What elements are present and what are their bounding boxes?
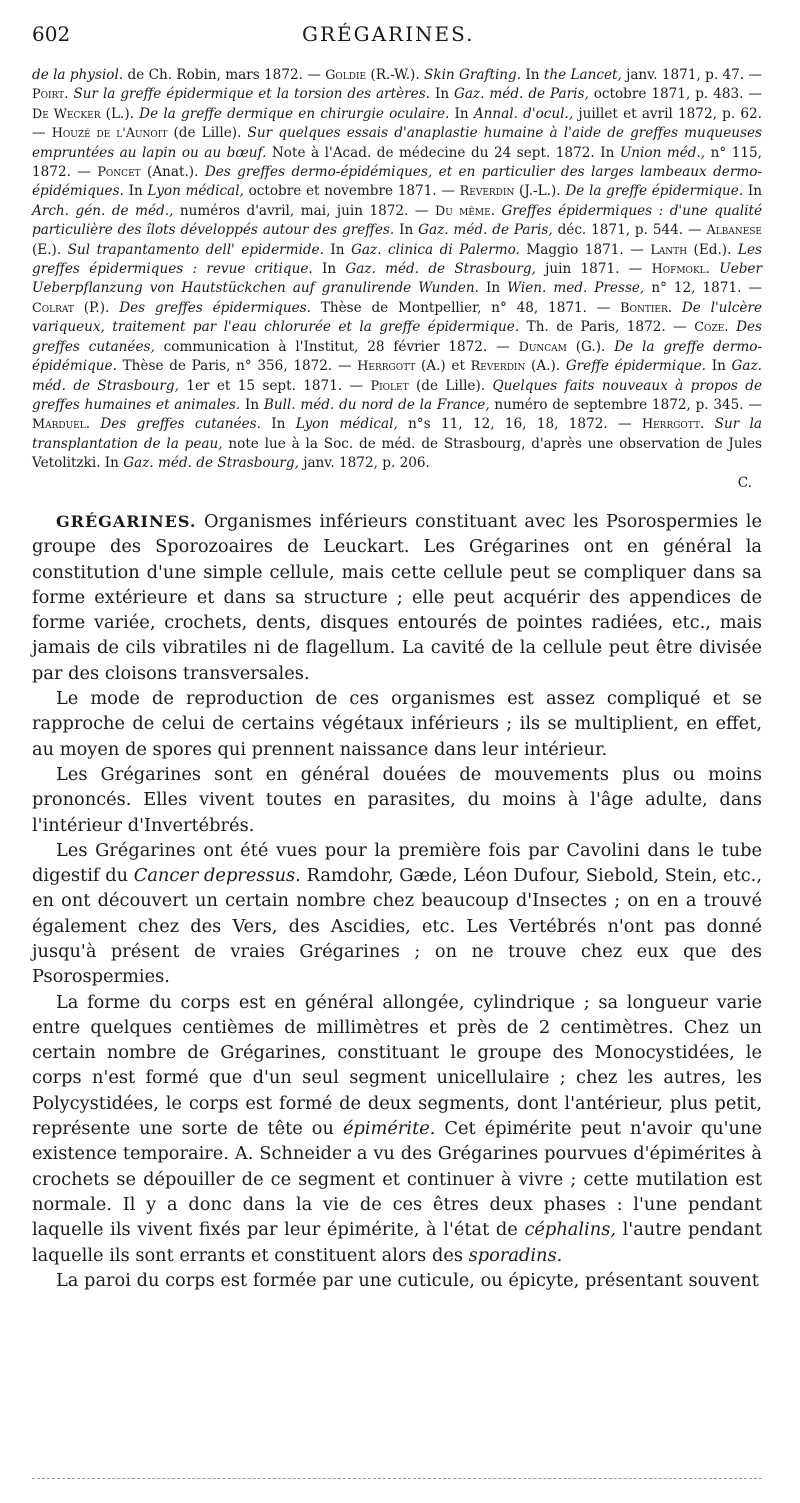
author-signature: C. <box>737 474 752 491</box>
italic-text: de la physiol. <box>32 67 124 83</box>
text-run: . <box>699 416 715 433</box>
text-run: . <box>705 261 720 278</box>
italic-text: Skin Grafting. <box>424 67 522 83</box>
text-run: Cet épimérite peut n'avoir qu'une existence temporaire. A. Schneider a vu des Grégarines pourvues d'épimérites à crochets se dépouiller de ce segment et continuer à vivre ; cette mutilation est normale. Il y a donc dans la vie de ces êtres deux phases : l'une pendant laquelle ils vivent fixés par leur épimérite, à l'état de <box>32 1118 762 1241</box>
italic-text: Union méd., <box>619 144 706 161</box>
text-run: In <box>260 416 296 433</box>
text-run: de Ch. Robin, mars 1872. — <box>123 67 326 83</box>
text-run: Le mode de reproduction de ces organismes est assez compliqué et se rapproche de celui de certains végétaux inférieurs ; ils se multiplient, en effet, au moyen de spores qui prennent naissance dans leur intérieur. <box>32 688 762 760</box>
text-run: numéro de septembre 1872, p. 345. — <box>489 396 762 413</box>
italic-text: Wien. med. Presse, <box>507 280 645 297</box>
author-name: Coze <box>694 320 725 336</box>
author-name: Albanese <box>706 223 762 239</box>
author-name: Houzé de l'Aunoit <box>51 126 168 142</box>
paragraph <box>32 1268 762 1293</box>
text-run: Th. de Paris, 1872. — <box>519 319 695 336</box>
text-run: In <box>521 67 544 83</box>
bibliography-block <box>32 66 762 493</box>
author-name: Colrat <box>32 300 74 316</box>
italic-text: De l'ulcère variqueux, traitement par l'eau chlorurée et la greffe épidermique. <box>32 299 762 336</box>
text-run: juillet et avril 1872, p. 62. — <box>32 105 762 142</box>
text-run: (E.). <box>32 241 68 258</box>
author-name: Reverdin <box>459 184 515 200</box>
text-run: La paroi du corps est formée par une cuticule, ou épicyte, présentant souvent <box>56 1269 759 1291</box>
paragraph <box>32 762 762 838</box>
text-run: In <box>323 241 352 258</box>
text-run: 1er et 15 sept. 1871. — <box>178 377 371 394</box>
text-run: In <box>449 105 474 122</box>
text-run: janv. 1872, p. 206. <box>298 455 430 472</box>
text-run: Maggio 1871. — <box>519 241 651 258</box>
italic-text: De la greffe épidermique. <box>565 183 744 200</box>
text-run: . <box>64 86 74 103</box>
text-run: juin 1871. — <box>535 261 652 278</box>
author-name: Poirt <box>32 87 65 103</box>
text-run: note lue à la Soc. de méd. de Strasbourg, d'après une observation de Jules Vetolitzki. In <box>32 435 762 472</box>
text-run: n° 12, 1871. — <box>644 280 763 297</box>
text-run: communication à l'Institut, 28 février 1872. — <box>154 338 519 355</box>
text-run: . <box>724 319 737 336</box>
text-run: In <box>430 86 455 103</box>
author-name: Duncam <box>518 339 567 355</box>
text-run: (G.). <box>566 338 615 355</box>
italic-text: Des greffes dermo-épidémiques, et en particulier des larges lambeaux dermo-épidémiques. <box>32 164 763 200</box>
text-run: (R.-W.). <box>366 67 425 83</box>
italic-text: Des greffes cutanées, <box>32 319 762 355</box>
italic-text: Sur la greffe épidermique et la torsion des artères. <box>73 86 431 103</box>
running-header <box>32 22 762 56</box>
text-run: (A.). <box>525 358 566 375</box>
text-run: Les Grégarines ont été vues pour la première fois par Cavolini dans le tube digestif du <box>32 839 762 887</box>
text-run: In <box>394 222 419 239</box>
text-run: janv. 1871, p. 47. — <box>621 67 763 83</box>
text-run: (P.). <box>73 299 120 316</box>
text-run: In <box>743 183 762 200</box>
article-body <box>32 509 762 1293</box>
text-run: (Anat.). <box>140 164 205 181</box>
italic-text: Gaz. méd. de Strasbourg, <box>123 455 299 472</box>
italic-text: Lyon médical, <box>295 416 398 433</box>
italic-text: Sul trapantamento dell' epidermide. <box>67 241 324 258</box>
text-run: Thèse de Montpellier, n° 48, 1871. — <box>310 299 621 316</box>
text-run: (de Lille). <box>167 125 248 142</box>
italic-text: Sur quelques essais d'anaplastie humaine à l'aide de greffes muqueuses empruntées au lapin ou au bœuf. <box>32 125 762 161</box>
italic-text: Gaz. méd. de Strasbourg, <box>345 261 536 278</box>
author-name: Herrgott <box>357 359 416 375</box>
italic-text: Sur la transplantation de la peau, <box>32 416 762 452</box>
text-run: . <box>490 202 502 219</box>
italic-text: Lyon médical, <box>147 183 244 200</box>
text-run: (de Lille). <box>408 377 493 394</box>
headword: GRÉGARINES. <box>56 511 197 531</box>
text-run: n°s 11, 12, 16, 18, 1872. — <box>397 416 642 433</box>
author-name: Du même <box>435 203 491 219</box>
text-run: La forme du corps est en général allongée, cylindrique ; sa longueur varie entre quelques centièmes de millimètres et près de 2 centimètres. Chez un certain nombre de Grégarines, constituant le groupe des Monocystidées, le corps n'est formé que d'un seul segment unicellulaire ; chez les autres, les Polycystidées, le corps est formé de deux segments, dont l'antérieur, plus petit, représente une sorte de tête ou <box>32 991 762 1140</box>
page-number: 602 <box>32 22 71 46</box>
text-run: n° 115, 1872. — <box>32 144 762 181</box>
italic-text: Greffe épidermique. <box>565 358 706 375</box>
text-run: (L.). <box>100 105 140 122</box>
text-run: (A.) et <box>415 358 471 375</box>
author-name: Poncet <box>97 165 141 181</box>
italic-text: De la greffe dermo-épidémique. <box>32 338 763 375</box>
text-run: Les Grégarines sont en général douées de mouvements plus ou moins prononcés. Elles vivent toutes en parasites, du moins à l'âge adulte, dans l'intérieur d'Invertébrés. <box>32 763 762 836</box>
italic-text: Des greffes cutanées. <box>100 416 261 433</box>
bibliography-text <box>32 67 762 471</box>
italic-text: Gaz. méd. de Paris, <box>454 86 589 103</box>
text-run: In <box>123 183 148 200</box>
italic-text: épimérite. <box>342 1118 436 1140</box>
author-name: Bontier <box>620 300 668 316</box>
paragraph <box>32 838 762 990</box>
text-run: l'autre pendant laquelle ils sont errants et constituent alors des <box>32 1219 762 1266</box>
author-name: Piolet <box>370 378 409 394</box>
text-run: octobre et novembre 1871. — <box>243 183 460 200</box>
italic-text: the Lancet, <box>543 67 622 83</box>
text-run: numéros d'avril, mai, juin 1872. — <box>173 202 436 219</box>
running-title: GRÉGARINES. <box>302 22 475 46</box>
text-run: déc. 1871, p. 544. — <box>552 222 707 239</box>
author-name: Hofmokl <box>651 262 706 278</box>
footer-rule <box>32 1478 762 1479</box>
text-run: octobre 1871, p. 483. — <box>588 86 762 103</box>
text-run: In <box>240 396 264 413</box>
text-run: Organismes inférieurs constituant avec les Psorospermies le groupe des Sporozoaires de Leuckart. Les Grégarines ont en général la constitution d'une simple cellule, mais cette cellule peut se compliquer dans sa forme extérieure et dans sa structure ; elle peut acquérir des appendices de forme variée, crochets, dents, disques entourés de pointes radiées, etc., mais jamais de cils vibratiles ni de flagellum. La cavité de la cellule peut être divisée par des cloisons transversales. <box>32 510 762 684</box>
paragraph <box>32 686 762 762</box>
italic-text: Bull. méd. du nord de la France, <box>263 396 490 413</box>
text-run: (J.-L.). <box>514 183 566 200</box>
italic-text: céphalins, <box>524 1219 616 1241</box>
italic-text: Arch. gén. de méd., <box>32 202 174 219</box>
text-run: In <box>706 358 732 375</box>
italic-text: Quelques faits nouveaux à propos de greffes humaines et animales. <box>32 377 762 413</box>
author-name: Reverdin <box>470 359 526 375</box>
italic-text: Gaz. clinica di Palermo. <box>351 241 520 258</box>
paragraph <box>32 990 762 1268</box>
italic-text: Ueber Ueberpflanzung von Hautstückchen auf granulirende Wunden. <box>32 261 762 297</box>
author-name: De Wecker <box>32 106 101 122</box>
italic-text: Gaz. méd. de Strasbourg, <box>32 358 762 394</box>
author-name: Marduel <box>32 417 86 433</box>
text-run: Ramdohr, Gæde, Léon Dufour, Siebold, Stein, etc., en ont découvert un certain nombre chez beaucoup d'Insectes ; on en a trouvé également chez des Vers, des Ascidies, etc. Les Vertébrés n'ont pas donné jusqu'à présent de vraies Grégarines ; on ne trouve chez eux que des Psorospermies. <box>32 865 762 988</box>
italic-text: De la greffe dermique en chirurgie oculaire. <box>139 105 450 122</box>
italic-text: Cancer depressus. <box>133 865 301 887</box>
italic-text: Annal. d'ocul., <box>473 105 574 122</box>
italic-text: Greffes épidermiques : d'une qualité particulière des îlots développés autour des greffes. <box>32 202 762 239</box>
author-name: Lanth <box>650 242 688 258</box>
italic-text: Gaz. méd. de Paris, <box>418 222 553 239</box>
text-run: . <box>667 299 682 316</box>
text-run: Note à l'Acad. de médecine du 24 sept. 1872. In <box>266 144 620 161</box>
text-run: (Ed.). <box>687 241 738 258</box>
italic-text: sporadins. <box>468 1244 563 1266</box>
text-run: In <box>312 261 346 278</box>
text-run: Thèse de Paris, n° 356, 1872. — <box>116 358 358 375</box>
author-name: Herrgott <box>641 417 700 433</box>
text-run: . <box>85 416 101 433</box>
text-run: In <box>478 280 508 297</box>
italic-text: Les greffes épidermiques : revue critique. <box>32 241 762 278</box>
paragraph <box>32 509 762 686</box>
italic-text: Des greffes épidermiques. <box>119 299 311 316</box>
author-name: Goldie <box>325 68 367 83</box>
